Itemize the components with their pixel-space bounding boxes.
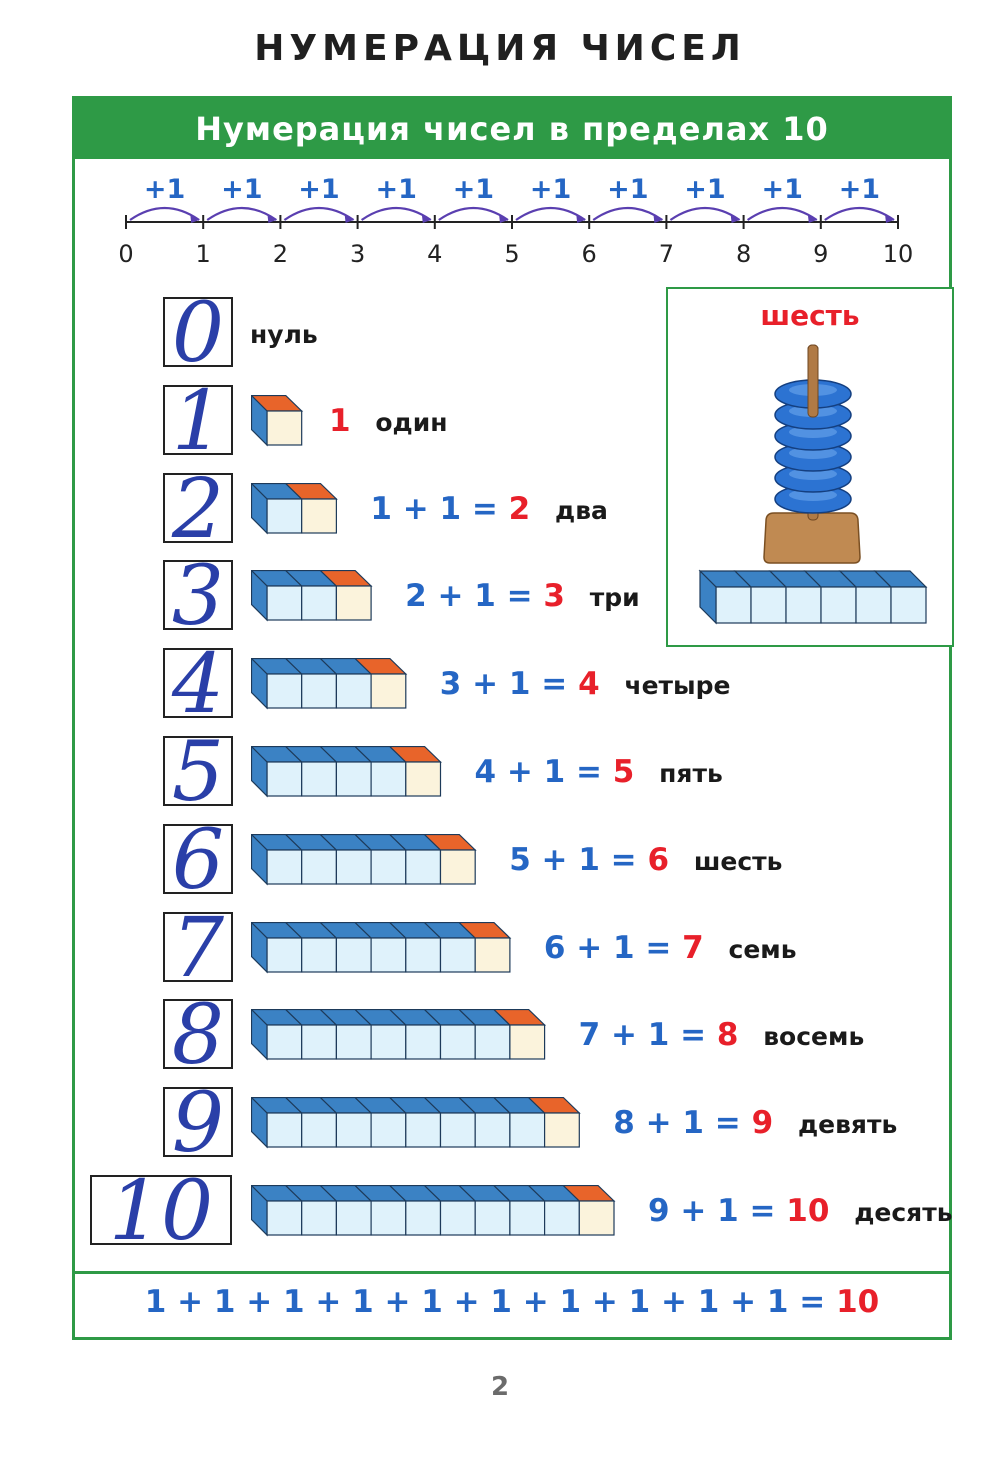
cube <box>371 1201 406 1235</box>
cube-bar <box>251 658 410 712</box>
cube <box>336 1113 371 1147</box>
number-line <box>0 0 1000 280</box>
equation-expression: 2 + 1 = <box>405 578 533 615</box>
cube <box>267 1025 302 1059</box>
equation-result: 4 <box>578 666 600 703</box>
cube-bar <box>251 746 445 800</box>
example-panel <box>666 287 954 647</box>
equation <box>370 491 608 527</box>
digit-glyph: 3 <box>171 560 225 631</box>
equation <box>440 666 731 702</box>
step-label: +1 <box>607 174 649 205</box>
cube <box>336 1025 371 1059</box>
tick-label: 1 <box>195 240 211 268</box>
number-word: пять <box>659 759 723 788</box>
added-cube <box>579 1201 614 1235</box>
digit-glyph: 5 <box>171 736 225 806</box>
equation <box>544 930 797 966</box>
cube <box>475 1201 510 1235</box>
ring-pyramid-icon <box>668 289 952 645</box>
cube <box>475 1025 510 1059</box>
step-arc <box>439 208 508 220</box>
number-word: шесть <box>693 846 783 876</box>
step-arc <box>748 208 817 220</box>
step-label: +1 <box>761 174 803 205</box>
digit-glyph: 6 <box>171 823 225 894</box>
cube <box>371 850 406 884</box>
cube-bar <box>251 1185 618 1239</box>
section-title: Нумерация чисел в пределах 10 <box>75 99 949 159</box>
sum-expression: 1 + 1 + 1 + 1 + 1 + 1 + 1 + 1 + 1 + 1 = <box>144 1284 826 1320</box>
cube <box>786 587 821 623</box>
added-cube <box>510 1025 545 1059</box>
cube <box>302 1201 337 1235</box>
digit-glyph: 0 <box>171 297 225 367</box>
cube <box>751 587 786 623</box>
digit-writing-box <box>163 999 233 1069</box>
digit-writing-box <box>163 473 233 543</box>
cube <box>371 1025 406 1059</box>
equation-result: 2 <box>508 490 531 527</box>
cube <box>267 586 302 620</box>
cube <box>510 1201 545 1235</box>
digit-writing-box <box>90 1175 232 1245</box>
tick-label: 2 <box>272 240 289 268</box>
digit-glyph: 10 <box>108 1175 214 1245</box>
step-arc <box>516 208 585 220</box>
cube <box>302 762 337 796</box>
cube <box>441 1201 476 1235</box>
step-arc <box>670 208 739 220</box>
digit-writing-box <box>163 912 233 982</box>
step-label: +1 <box>221 174 263 205</box>
cube <box>267 1201 302 1235</box>
added-cube <box>440 850 475 884</box>
digit-writing-box <box>163 297 233 367</box>
cube <box>440 1113 475 1147</box>
tick-label: 0 <box>118 240 134 268</box>
number-word: девять <box>797 1110 898 1140</box>
equation <box>509 842 782 878</box>
equation-result: 6 <box>647 841 670 878</box>
equation-expression: 9 + 1 = <box>648 1193 776 1229</box>
equation-result: 9 <box>751 1105 774 1142</box>
digit-glyph: 9 <box>171 1087 225 1158</box>
step-label: +1 <box>298 174 340 205</box>
number-word: нуль <box>250 320 318 349</box>
equation <box>475 754 723 790</box>
digit-writing-box <box>163 560 233 630</box>
cube <box>336 762 371 796</box>
step-label: +1 <box>529 174 572 205</box>
cube <box>440 1025 475 1059</box>
cube <box>891 587 926 623</box>
added-cube <box>406 762 441 796</box>
cube <box>302 850 337 884</box>
digit-glyph: 7 <box>171 911 225 982</box>
equation <box>405 578 640 614</box>
equation <box>648 1193 953 1229</box>
digit-glyph: 8 <box>171 999 225 1070</box>
cube <box>336 938 371 972</box>
number-word: десять <box>854 1198 953 1227</box>
equation-expression: 3 + 1 = <box>439 666 568 703</box>
equation-expression: 7 + 1 = <box>578 1017 707 1054</box>
step-label: +1 <box>452 174 495 205</box>
equation <box>579 1017 865 1053</box>
step-arc <box>130 208 199 220</box>
digit-writing-box <box>163 736 233 806</box>
cube <box>302 1113 337 1147</box>
digit-writing-box <box>163 1087 233 1157</box>
step-arc <box>207 208 276 220</box>
cube <box>440 938 475 972</box>
equation-result: 10 <box>786 1193 830 1229</box>
added-cube <box>302 499 337 533</box>
added-cube <box>336 586 371 620</box>
added-cube <box>267 411 302 445</box>
digit-glyph: 1 <box>171 384 225 455</box>
digit-glyph: 4 <box>171 648 225 719</box>
cube-bar <box>251 922 514 976</box>
cube-bar <box>251 483 340 537</box>
tick-label: 8 <box>735 240 752 268</box>
cube-bar <box>251 1009 549 1063</box>
equation-expression: 6 + 1 = <box>543 929 672 966</box>
equation-result: 5 <box>612 754 635 790</box>
tick-label: 7 <box>658 240 675 268</box>
number-word: три <box>589 583 640 613</box>
cube <box>406 1113 441 1147</box>
tick-label: 6 <box>581 240 597 268</box>
equation-result: 1 <box>329 402 351 439</box>
cube <box>336 850 371 884</box>
tick-label: 4 <box>427 240 443 268</box>
equation-expression: 8 + 1 = <box>613 1105 741 1142</box>
cube <box>406 850 441 884</box>
step-label: +1 <box>684 174 726 205</box>
number-word: семь <box>728 934 797 964</box>
added-cube <box>475 938 510 972</box>
cube <box>406 938 441 972</box>
sum-equation <box>72 1284 952 1320</box>
step-arc <box>362 208 431 220</box>
cube <box>267 499 302 533</box>
cube <box>856 587 891 623</box>
cube <box>267 938 302 972</box>
cube <box>406 1201 441 1235</box>
page-number: 2 <box>490 1372 510 1402</box>
tick-label: 9 <box>813 240 829 268</box>
added-cube <box>371 674 406 708</box>
cube <box>302 1025 337 1059</box>
number-word: восемь <box>763 1022 865 1052</box>
equation <box>613 1105 897 1141</box>
step-arc <box>825 208 894 220</box>
step-label: +1 <box>143 174 186 205</box>
equation <box>329 403 448 439</box>
equation <box>250 315 318 351</box>
digit-glyph: 2 <box>171 472 225 543</box>
equation-result: 8 <box>716 1017 739 1054</box>
step-arc <box>284 208 353 220</box>
equation-expression: 1 + 1 = <box>370 490 498 527</box>
panel-word: шесть <box>760 299 860 332</box>
cube-bar <box>251 834 479 888</box>
equation-expression: 4 + 1 = <box>474 754 602 790</box>
divider <box>72 1271 952 1274</box>
cube <box>267 1113 302 1147</box>
added-cube <box>545 1113 580 1147</box>
tick-label: 3 <box>349 240 366 268</box>
cube <box>302 586 337 620</box>
cube <box>821 587 856 623</box>
cube <box>371 938 406 972</box>
equation-result: 7 <box>682 929 704 966</box>
tick-label: 10 <box>882 240 914 268</box>
cube <box>336 1201 371 1235</box>
page-title: НУМЕРАЦИЯ ЧИСЕЛ <box>254 28 746 69</box>
cube <box>267 762 302 796</box>
cube <box>475 1113 510 1147</box>
number-word: четыре <box>624 671 731 701</box>
cube <box>716 587 751 623</box>
digit-writing-box <box>163 385 233 455</box>
cube <box>336 674 371 708</box>
cube <box>302 938 337 972</box>
equation-expression: 5 + 1 = <box>509 841 637 878</box>
cube <box>545 1201 580 1235</box>
cube <box>371 762 406 796</box>
equation-result: 3 <box>543 578 565 615</box>
tick-label: 5 <box>504 240 520 268</box>
cube-bar <box>251 395 306 449</box>
cube-bar <box>251 1097 583 1151</box>
cube <box>510 1113 545 1147</box>
cube <box>371 1113 406 1147</box>
step-arc <box>593 208 662 220</box>
sum-result: 10 <box>836 1284 880 1320</box>
cube <box>267 850 302 884</box>
step-label: +1 <box>375 174 417 205</box>
number-word: два <box>555 495 608 525</box>
number-word: один <box>375 407 448 437</box>
cube-bar <box>251 570 375 624</box>
digit-writing-box <box>163 824 233 894</box>
cube <box>267 674 302 708</box>
cube <box>406 1025 441 1059</box>
digit-writing-box <box>163 648 233 718</box>
cube <box>302 674 337 708</box>
step-label: +1 <box>838 174 881 205</box>
